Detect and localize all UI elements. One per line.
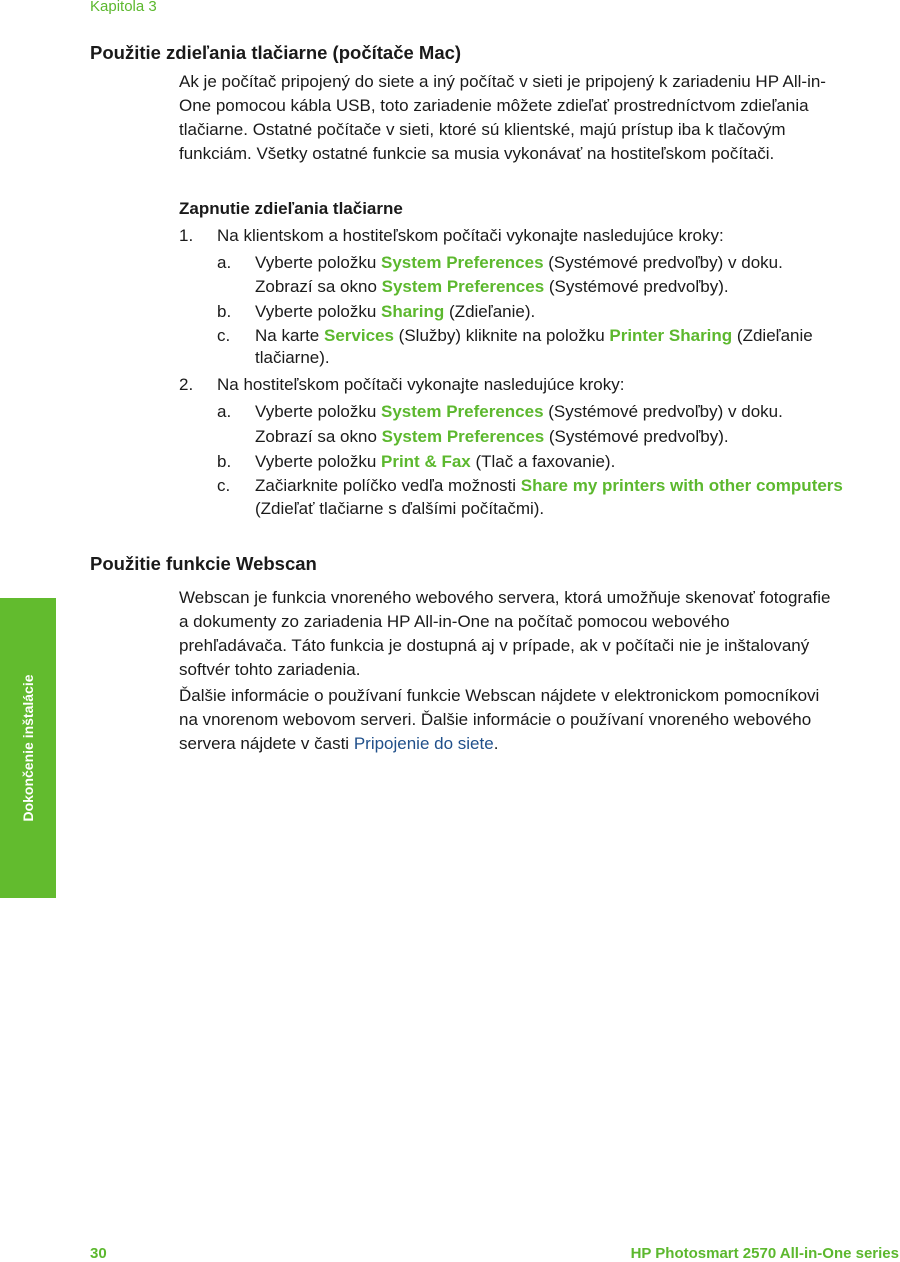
intro-line: funkciám. Všetky ostatné funkcie sa musia vykonávať na hostiteľskom počítači. (179, 144, 775, 163)
substep-text: Vyberte položku Print & Fax (Tlač a faxovanie). (255, 452, 616, 471)
substep-text: Vyberte položku Sharing (Zdieľanie). (255, 302, 536, 321)
step-text: Na hostiteľskom počítači vykonajte nasledujúce kroky: (217, 375, 625, 394)
paragraph-line: Ďalšie informácie o používaní funkcie Webscan nájdete v elektronickom pomocníkovi (179, 686, 820, 705)
ui-term: System Preferences (381, 277, 545, 296)
ui-term: Services (323, 326, 394, 345)
ui-term: System Preferences (381, 402, 544, 421)
intro-line: Ak je počítač pripojený do siete a iný počítač v sieti je pripojený k zariadeniu HP All-in- (179, 72, 826, 91)
step-text: Na klientskom a hostiteľskom počítači vykonajte nasledujúce kroky: (217, 226, 724, 245)
substep-text: Vyberte položku System Preferences (Systémové predvoľby) v doku. (255, 253, 783, 272)
webscan-paragraph-2 (179, 684, 900, 756)
subheading-enable-sharing: Zapnutie zdieľania tlačiarne (179, 199, 403, 218)
ui-term: Share my printers with other computers (520, 476, 843, 495)
section-title-webscan: Použitie funkcie Webscan (90, 553, 317, 574)
intro-paragraph (179, 70, 900, 166)
substep-text: Začiarknite políčko vedľa možnosti Share my printers with other computers (255, 476, 843, 495)
ui-term: Sharing (381, 302, 445, 321)
paragraph-line: softvér tohto zariadenia. (179, 660, 361, 679)
paragraph-line: na vnorenom webovom serveri. Ďalšie informácie o používaní vnoreného webového (179, 710, 812, 729)
network-connection-link[interactable]: Pripojenie do siete (353, 734, 494, 753)
substep-marker: c. (217, 476, 231, 495)
substep-marker: c. (217, 326, 231, 345)
intro-line: One pomocou kábla USB, toto zariadenie môžete zdieľať prostredníctvom zdieľania (179, 96, 809, 115)
substep-text: Na karte Services (Služby) kliknite na položku Printer Sharing (Zdieľanie (255, 326, 813, 345)
product-name: HP Photosmart 2570 All-in-One series (630, 1245, 899, 1262)
webscan-paragraph-1 (179, 586, 900, 682)
ui-term: System Preferences (381, 427, 545, 446)
substep-marker: a. (217, 402, 232, 421)
substep-text: Zobrazí sa okno System Preferences (Systémové predvoľby). (255, 427, 729, 446)
paragraph-line: Webscan je funkcia vnoreného webového servera, ktorá umožňuje skenovať fotografie (179, 588, 831, 607)
paragraph-line: servera nájdete v časti Pripojenie do siete. (179, 734, 499, 753)
side-tab (0, 598, 56, 898)
substep-text: (Zdieľať tlačiarne s ďalšími počítačmi). (255, 499, 545, 518)
substep-marker: b. (217, 302, 232, 321)
substep-text: Zobrazí sa okno System Preferences (Systémové predvoľby). (255, 277, 729, 296)
page-number: 30 (90, 1245, 107, 1262)
substep-marker: a. (217, 253, 232, 272)
ui-term: Printer Sharing (609, 326, 733, 345)
substep-text: tlačiarne). (255, 348, 330, 367)
side-tab-label: Dokončenie inštalácie (20, 674, 36, 822)
ui-term: System Preferences (381, 253, 544, 272)
paragraph-line: prehľadávača. Táto funkcia je dostupná aj v prípade, ak v počítači nie je inštalovaný (179, 636, 810, 655)
intro-line: tlačiarne. Ostatné počítače v sieti, ktoré sú klientské, majú prístup iba k tlačovým (179, 120, 786, 139)
substep-text: Vyberte položku System Preferences (Systémové predvoľby) v doku. (255, 402, 783, 421)
paragraph-line: a dokumenty zo zariadenia HP All-in-One na počítač pomocou webového (179, 612, 730, 631)
substep-marker: b. (217, 452, 232, 471)
chapter-label: Kapitola 3 (90, 0, 157, 15)
section-title-printer-sharing: Použitie zdieľania tlačiarne (počítače Mac) (90, 42, 462, 63)
ui-term: Print & Fax (381, 452, 471, 471)
step-marker: 2. (179, 375, 194, 394)
step-marker: 1. (179, 226, 194, 245)
